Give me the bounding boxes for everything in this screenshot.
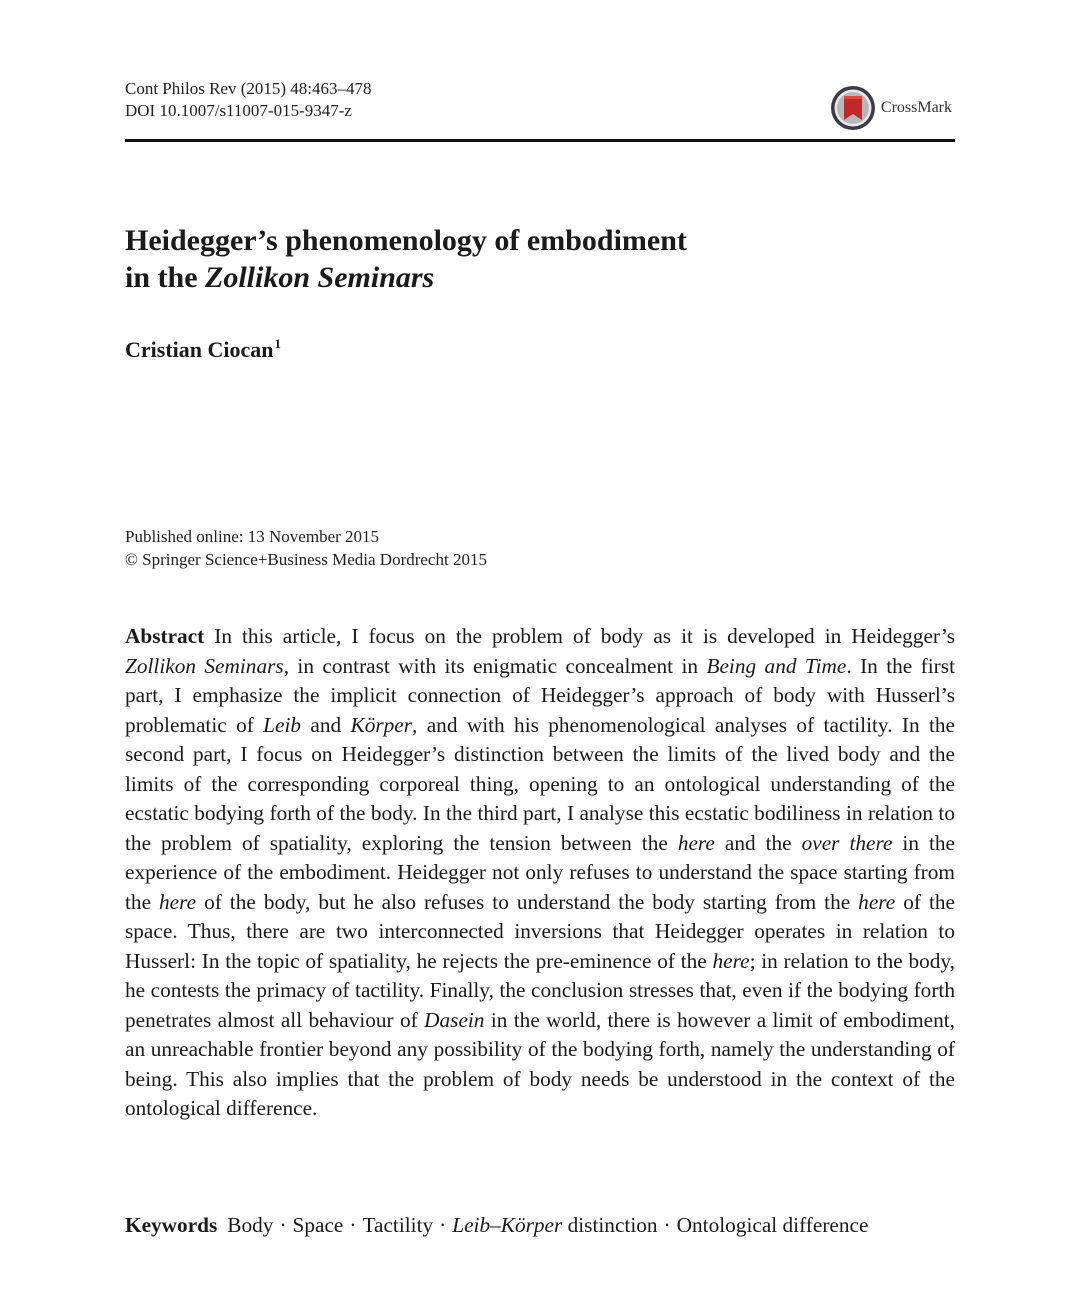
title-line-2-italic: Zollikon Seminars [205,261,435,294]
abstract-italic-text: Zollikon Seminars [125,653,284,678]
doi-link[interactable]: DOI 10.1007/s11007-015-9347-z [125,101,352,120]
abstract-text: . In the first part, I emphasize the implicit connection of Heidegger’s approach of body with Husserl’s problematic of [125,653,955,737]
abstract-body [125,624,955,1120]
author-name[interactable] [125,336,281,363]
keywords [125,1211,955,1241]
keywords-heading: Keywords [125,1213,218,1237]
journal-header [125,78,955,140]
keyword [452,1213,657,1237]
keyword-text: Space [292,1213,344,1237]
abstract-text: , and with his phenomenological analyses of tactility. In the second part, I focus on Heidegger’s distinction between the limits of the lived body and the limits of the corresponding corporeal thing, opening to an ontological understanding of the ecstatic bodying forth of the body. In the third part, I analyse this ecstatic bodiliness in relation to the problem of spatiality, exploring the tension between the [125,712,955,855]
abstract-italic-text: here [712,948,750,973]
abstract-text: , in contrast with its enigmatic concealment in [283,653,707,678]
author-name-text: Cristian Ciocan [125,337,274,362]
abstract-text: ; in relation to the body, he contests the primacy of tactility. Finally, the conclusion stresses that, even if the bodying forth penetrates almost all behaviour of [125,948,955,1032]
keyword [227,1213,273,1237]
abstract-text: in the world, there is however a limit of embodiment, an unreachable frontier beyond any possibility of the bodying forth, namely the understanding of being. This also implies that the problem of body needs be understood in the context of the ontological difference. [125,1007,956,1120]
article-title [125,222,955,296]
abstract-heading: Abstract [125,624,205,648]
keyword-text: Body [227,1213,274,1237]
abstract-text: of the space. Thus, there are two interconnected inversions that Heidegger operates in relation to Husserl: In the topic of spatiality, he rejects the pre-eminence of the [125,889,955,973]
abstract-italic-text: Dasein [424,1007,485,1032]
keyword-separator: · [439,1213,447,1237]
keyword-italic-text: Leib–Körper [452,1213,563,1237]
keyword-text: Tactility [362,1213,434,1237]
abstract-text: in the experience of the embodiment. Heidegger not only refuses to understand the space starting from the [125,830,956,914]
abstract-text: of the body, but he also refuses to understand the body starting from the [196,889,859,914]
keywords-list [227,1213,868,1237]
keyword [293,1213,344,1237]
keyword-text: Ontological difference [676,1213,869,1237]
keyword [362,1213,433,1237]
keyword [677,1213,869,1237]
abstract-text: and the [714,830,802,855]
abstract [125,622,955,1124]
copyright-notice: © Springer Science+Business Media Dordrecht 2015 [125,550,487,569]
abstract-text: and [301,712,351,737]
publication-info [125,525,487,571]
keyword-separator: · [279,1213,287,1237]
keyword-separator: · [663,1213,671,1237]
abstract-text: In this article, I focus on the problem of body as it is developed in Heidegger’s [214,624,955,648]
abstract-italic-text: Leib [263,712,302,737]
crossmark-icon [829,84,877,132]
title-line-2-prefix: in the [125,261,206,294]
title-line-1: Heidegger’s phenomenology of embodiment [125,224,687,257]
abstract-italic-text: here [858,889,896,914]
keyword-separator: · [349,1213,357,1237]
abstract-italic-text: here [159,889,197,914]
abstract-italic-text: here [677,830,715,855]
affiliation-mark[interactable]: 1 [274,336,281,351]
abstract-italic-text: Being and Time [706,653,847,678]
published-date: Published online: 13 November 2015 [125,527,380,546]
crossmark-label: CrossMark [880,99,952,116]
journal-citation: Cont Philos Rev (2015) 48:463–478 [125,79,372,98]
keyword-text: distinction [562,1213,658,1237]
header-rule [125,139,955,142]
abstract-italic-text: over there [801,830,893,855]
crossmark-badge[interactable] [829,84,952,132]
abstract-italic-text: Körper [350,712,413,737]
